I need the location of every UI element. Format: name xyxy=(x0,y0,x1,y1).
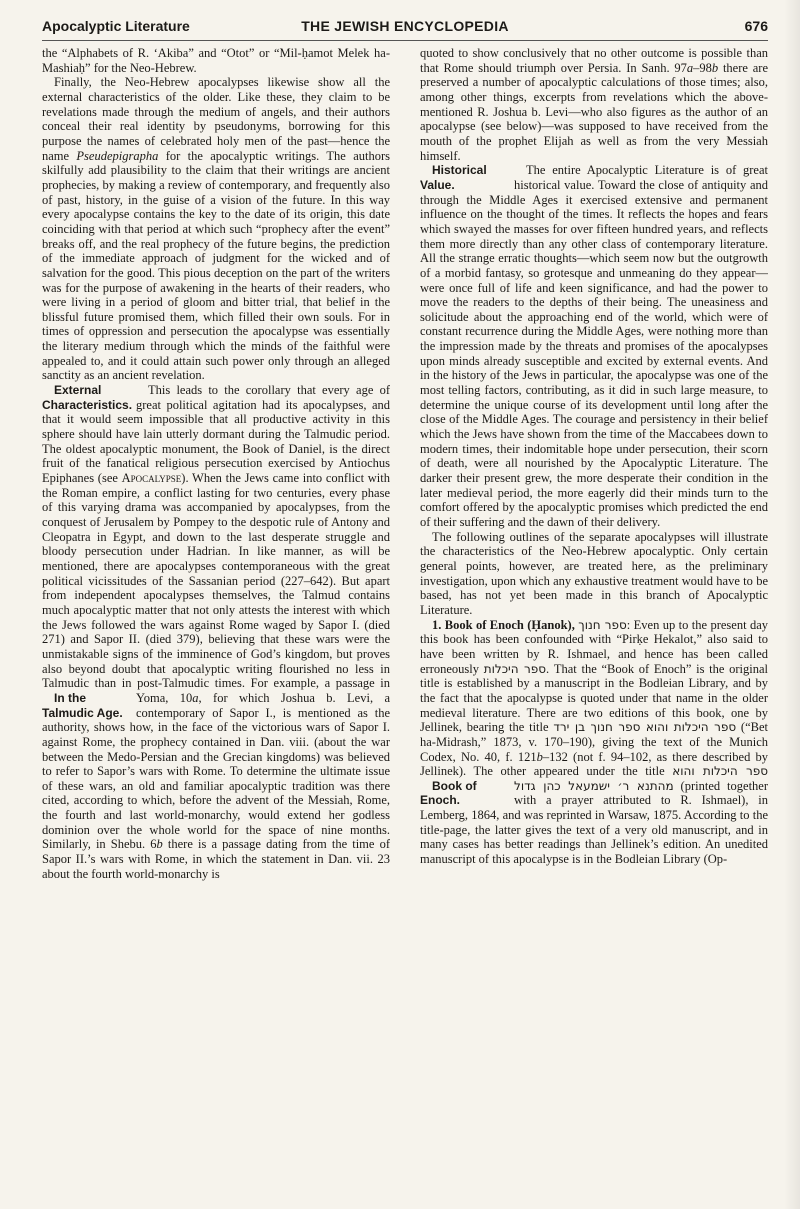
right-column xyxy=(420,46,768,1196)
text-run: ). When the Jews came into conflict with the Roman empire, a conflict lasting for two centuries, every phase of this varying drama was accompanied by apocalypses, from the conquest of Jerusalem by Pompey to the despotic rule of Antony and Cleopatra in Egypt, and down to the last desperate struggle and bloody persecution under Hadrian. In like manner, as will be mentioned, there are apocalypses contemporaneous with the great political vicissitudes of the Sassanian period (227–642). But apart from independent apocalypses themselves, the Talmud contains much apocalyptic matter that not only attests the interest with which the Jews followed the wars against Rome waged by Sapor I. (died 271) and Sapor II. (died 379), believing that these wars were the unmistakable signs of the imminence of God’s kingdom, but proves also beyond doubt that apocalyptic writing flourished no less in Talmudic than in post-Talmudic times. For example, a passage in Yoma, 10 xyxy=(42,471,390,705)
text-run: , for which Joshua b. Levi, a contemporary of Sapor I., is mentioned as the authority, shows how, in the face of the victorious wars of Sapor I. against Rome, the prophecy contained in Dan. viii. (about the war between the Medo-Persian and the Grecian kingdoms) was believed to refer to Sapor’s wars with Rome. To determine the ultimate issue of these wars, an old and familiar apocalyptic tradition was there cited, according to which, before the advent of the Messiah, Rome, the fourth and last world-monarchy, would extend her godless dominion over the whole world for the space of nine months. Similarly, in Shebu. 6 xyxy=(42,690,390,852)
text-run: quoted to show conclusively that no other outcome is possible than that Rome should triumph over Persia. In Sanh. 97 xyxy=(420,46,768,75)
text-run: The following outlines of the separate apocalypses will illustrate the characteristics of the Neo-Hebrew apocalyptic. Only certain general points, however, are treated here, as the preliminary investigation, upon which any exhaustive treatment would have to be based, has not yet been made in this branch of Apocalyptic Literature. xyxy=(420,529,768,617)
hebrew-title: ספר היכלות והוא ספר חנוך בן ירד xyxy=(553,720,737,735)
side-heading: Historical Value. xyxy=(420,163,487,192)
side-heading: External Characteristics. xyxy=(42,383,133,412)
text-run: there are preserved a number of apocalyptic calculations of those times; also, among other things, excerpts from revelations which the above-mentioned R. Joshua b. Levi—who also figures as the author of an apocalypse (see below)—was supposed to have received from the mouth of the prophet Elijah as well as from the very Messiah himself. xyxy=(420,60,768,163)
text-run: The entire Apocalyptic Literature is of great historical value. Toward the close of antiquity and through the Middle Ages it exercised extensive and permanent influence on the thought of the times. It reflects the hopes and fears which swayed the masses for over fifteen hundred years, and reflects them more directly than any other class of contemporary literature. All the strange erratic thoughts—which seem now but the outgrowth of a morbid fantasy, so grotesque and unmeaning do they appear—were once full of life and keen significance, and had the power to move the readers to the depths of their being. The uneasiness and solicitude about the approaching end of the world, which were of constant recurrence during the Middle Ages, were nothing more than the impression made by the threats and promises of the apocalypses upon minds already susceptible and excited by external events. And in the history of the Jews in particular, the apocalypse was one of the most telling factors, contributing, as it did in such large measure, to determine the unique course of its development until long after the close of the Middle Ages. The courage and persistency in their belief which the Jews have shown from the time of the Maccabees down to modern times, their indomitable hope under persecution, their scorn of death, were all nourished by the Apocalyptic Literature. The darker their present grew, the more desperate their condition in the later medieval period, the more eagerly did their minds turn to the comfort offered by the apocalyptic promises which predicted the end of their suffering and the dawn of their delivery. xyxy=(420,163,768,529)
side-heading: Book of Enoch. xyxy=(420,778,477,808)
text-run: This leads to the corollary that every age of great political agitation had its apocalypses, and that it would seem impossible that all productive activity in this sphere should have lain utterly dormant during the Talmudic period. The oldest apocalyptic monument, the Book of Daniel, is the direct fruit of the fanatical religious persecution exercised by Antiochus Epiphanes (see xyxy=(42,383,390,486)
paragraph xyxy=(420,46,768,163)
page-edge-shadow xyxy=(784,0,800,1209)
hebrew-title: ספר חנוך xyxy=(578,617,627,632)
text-run: . That the “Book of Enoch” is the original title is established by a manuscript in the Bodleian Library, and by the fact that the apocalypse is quoted under that name in the older medieval literature. There are two editions of this book, one by Jellinek, bearing the title xyxy=(420,661,768,735)
folio-side: b xyxy=(156,837,163,852)
text-run: Finally, the Neo-Hebrew apocalypses likewise show all the external characteristics of the older. Like these, they claim to be revelations made through the medium of angels, and their authors conceal their real identity by pseudonyms, borrowing for this purpose the names of celebrated holy men of the past—hence the name xyxy=(42,75,390,163)
paragraph xyxy=(420,530,768,618)
cross-reference: Apocalypse xyxy=(121,471,182,486)
folio-side: b xyxy=(536,749,543,764)
header-section-title: Apocalyptic Literature xyxy=(42,18,190,34)
entry-heading: 1. Book of Enoch (Ḥanok), xyxy=(432,617,575,632)
paragraph xyxy=(42,383,390,881)
left-column xyxy=(42,46,390,1196)
paragraph xyxy=(42,46,390,75)
italic-term: Pseudepigrapha xyxy=(76,148,159,163)
hebrew-title: ספר היכלות והוא מהתנא ר׳ ישמעאל כהן גדול xyxy=(514,764,768,793)
text-run: the “Alphabets of R. ‘Akiba” and “Otot” or “Mil-ḥamot Melek ha-Mashiaḥ” for the Neo-Hebrew. xyxy=(42,46,390,75)
header-publication-title: THE JEWISH ENCYCLOPEDIA xyxy=(301,18,509,34)
text-run: for the apocalyptic writings. The authors skilfully add plausibility to the claim that their writings are ancient prophecies, by making a review of contemporary, and frequently also of past, history, in the guise of a vision of the future. In this way every apocalypse contains the key to the date of its origin, this date coinciding with that period at which such “prophecy after the event” breaks off, and the real prophecy of the future begins, the prediction of the immediate approach of judgment for the wicked and of salvation for the good. This pious deception on the part of the writers was for the purpose of awakening in the hearts of their readers, who were living in a period of gloom and bitter trial, that belief in the blissful future promised them, which filled their own souls. For in times of oppression and persecution the apocalypse was essentially the literary medium through which the minds of the faithful were appealed to, and it could attain such power only through an alleged sanctity as an ancient revelation. xyxy=(42,148,390,383)
text-run: there is a passage dating from the time of Sapor II.’s wars with Rome, in which the statement in Dan. vii. 23 about the fourth world-monarchy is xyxy=(42,837,390,881)
text-run: (printed together with a prayer attributed to R. Ishmael), in Lemberg, 1864, and was reprinted in Warsaw, 1875. According to the title-page, the latter gives the text of a very old manuscript, and in many cases has better readings than Jellinek’s edition. An unedited manuscript of this apocalypse is in the Bodleian Library (Op- xyxy=(420,778,768,867)
header-rule xyxy=(42,40,768,41)
running-header xyxy=(42,12,768,40)
text-run: –132 (not f. 94–102, as there described by Jellinek). The other appeared under the title xyxy=(420,749,768,779)
folio-side: a xyxy=(192,690,199,705)
folio-side: a xyxy=(686,60,694,75)
text-run: –98 xyxy=(693,60,712,75)
paragraph xyxy=(420,618,768,867)
text-run: : Even up to the present day this book has been confounded with “Pirḳe Hekalot,” also said to have been written by R. Ishmael, and hence has been called erroneously xyxy=(420,617,768,676)
side-heading: In the Talmudic Age. xyxy=(42,690,123,720)
paragraph xyxy=(420,163,768,529)
paragraph xyxy=(42,75,390,383)
text-run: (“Bet ha-Midrash,” 1873, v. 170–190), giving the text of the Munich Codex, No. 40, f. 121 xyxy=(420,720,768,764)
hebrew-title: ספר היכלות xyxy=(483,661,547,676)
page-number: 676 xyxy=(744,18,768,34)
folio-side: b xyxy=(711,60,719,75)
